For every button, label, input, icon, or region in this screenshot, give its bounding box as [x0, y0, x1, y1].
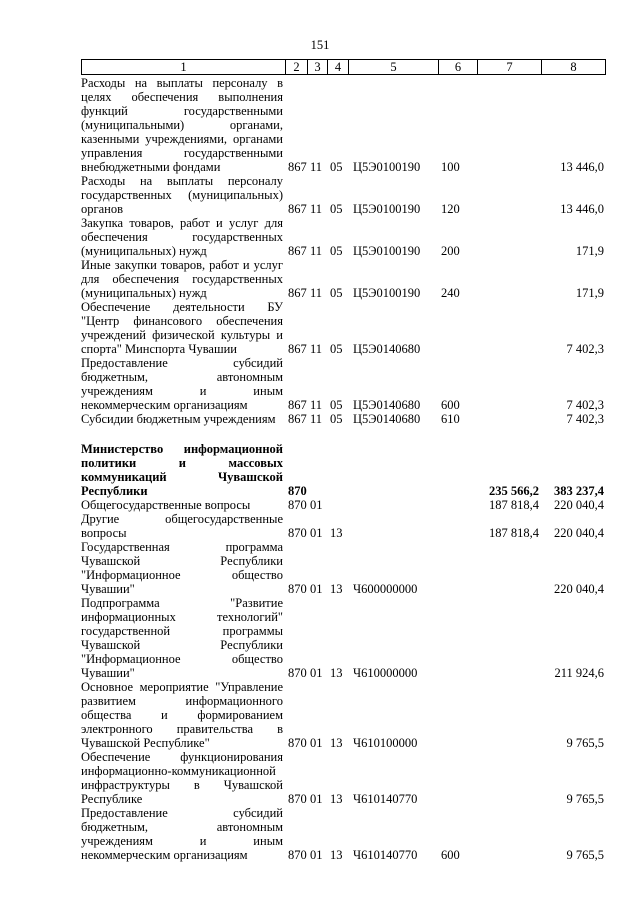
row-target-article: Ч610100000 [353, 736, 418, 750]
table-row [81, 596, 606, 680]
header-col-8: 8 [570, 60, 577, 74]
row-target-article: Ц5Э0140680 [353, 398, 421, 412]
row-section: 01 [310, 498, 323, 512]
row-amount-col8: 383 237,4 [554, 484, 604, 498]
row-subsection: 13 [330, 736, 343, 750]
row-subsection: 13 [330, 526, 343, 540]
row-code: 870 [288, 736, 307, 750]
row-name: Обеспечение деятельности БУ "Центр финансового обеспечения учреждений физической культуры и спорта" Минспорта Чувашии [81, 300, 283, 356]
table-row [81, 258, 606, 300]
row-amount-col8: 7 402,3 [566, 412, 604, 426]
header-col-2: 2 [286, 60, 308, 74]
row-target-article: Ц5Э0100190 [353, 244, 421, 258]
row-expense-type: 240 [441, 286, 460, 300]
row-amount-col8: 171,9 [575, 244, 604, 258]
row-code: 867 [288, 286, 307, 300]
row-amount-col8: 7 402,3 [566, 342, 604, 356]
table-row [81, 750, 606, 806]
row-amount-col8: 7 402,3 [566, 398, 604, 412]
row-code: 870 [288, 484, 307, 498]
table-row [81, 356, 606, 412]
row-amount-col7: 187 818,4 [489, 526, 539, 540]
row-subsection: 13 [330, 848, 343, 862]
row-code: 870 [288, 526, 307, 540]
row-code: 870 [288, 792, 307, 806]
row-subsection: 05 [330, 398, 343, 412]
row-section: 01 [310, 848, 323, 862]
table-row [81, 806, 606, 862]
row-name: Подпрограмма "Развитие информационных технологий" государственной программы Чувашской Республики "Информационное общество Чувашии" [81, 596, 283, 680]
row-amount-col8: 9 765,5 [566, 736, 604, 750]
row-expense-type: 120 [441, 202, 460, 216]
row-name: Министерство информационной политики и массовых коммуникаций Чувашской Республики [81, 442, 283, 498]
row-section: 11 [310, 244, 323, 258]
row-subsection: 13 [330, 666, 343, 680]
row-name: Закупка товаров, работ и услуг для обеспечения государственных (муниципальных) нужд [81, 216, 283, 258]
row-subsection: 13 [330, 792, 343, 806]
row-section: 11 [310, 202, 323, 216]
row-name: Предоставление субсидий бюджетным, автономным учреждениям и иным некоммерческим организациям [81, 356, 283, 412]
row-section: 11 [310, 342, 323, 356]
row-amount-col8: 220 040,4 [554, 582, 604, 596]
row-amount-col8: 220 040,4 [554, 498, 604, 512]
row-subsection: 05 [330, 286, 343, 300]
row-code: 870 [288, 498, 307, 512]
table-row [81, 216, 606, 258]
header-col-3: 3 [308, 60, 328, 74]
page-number: 151 [310, 38, 330, 52]
row-amount-col8: 211 924,6 [554, 666, 604, 680]
row-spacer [81, 426, 606, 442]
row-code: 867 [288, 244, 307, 258]
table-row [81, 76, 606, 174]
row-amount-col8: 9 765,5 [566, 792, 604, 806]
row-target-article: Ц5Э0140680 [353, 412, 421, 426]
row-section: 11 [310, 398, 323, 412]
row-name: Расходы на выплаты персоналу государственных (муниципальных) органов [81, 174, 283, 216]
row-target-article: Ц5Э0100190 [353, 160, 421, 174]
row-name: Иные закупки товаров, работ и услуг для обеспечения государственных (муниципальных) нужд [81, 258, 283, 300]
row-target-article: Ч610000000 [353, 666, 418, 680]
row-subsection: 05 [330, 412, 343, 426]
table-row [81, 540, 606, 596]
row-target-article: Ч610140770 [353, 848, 418, 862]
row-name: Расходы на выплаты персоналу в целях обеспечения выполнения функций государственными (муниципальными) органами, казенными учреждениями, органами управления государственными внебюджетными фондами [81, 76, 283, 174]
row-name: Основное мероприятие "Управление развитием информационного общества и формированием электронного правительства в Чувашской Республике" [81, 680, 283, 750]
row-section: 01 [310, 666, 323, 680]
row-expense-type: 100 [441, 160, 460, 174]
header-col-1: 1 [82, 60, 286, 74]
row-name: Субсидии бюджетным учреждениям [81, 412, 276, 426]
row-code: 870 [288, 848, 307, 862]
row-amount-col8: 13 446,0 [560, 160, 604, 174]
row-amount-col8: 13 446,0 [560, 202, 604, 216]
row-section: 01 [310, 582, 323, 596]
row-code: 867 [288, 398, 307, 412]
row-subsection: 05 [330, 160, 343, 174]
row-code: 867 [288, 202, 307, 216]
row-subsection: 05 [330, 202, 343, 216]
table-row [81, 412, 606, 426]
row-code: 867 [288, 160, 307, 174]
header-col-4: 4 [328, 60, 349, 74]
row-section: 01 [310, 792, 323, 806]
row-expense-type: 600 [441, 848, 460, 862]
table-row [81, 512, 606, 540]
row-target-article: Ц5Э0100190 [353, 286, 421, 300]
row-name: Общегосударственные вопросы [81, 498, 251, 512]
row-target-article: Ц5Э0140680 [353, 342, 421, 356]
row-expense-type: 200 [441, 244, 460, 258]
header-col-6: 6 [439, 60, 478, 74]
row-code: 867 [288, 412, 307, 426]
row-expense-type: 600 [441, 398, 460, 412]
row-amount-col7: 187 818,4 [489, 498, 539, 512]
table-row [81, 680, 606, 750]
row-code: 870 [288, 666, 307, 680]
row-expense-type: 610 [441, 412, 460, 426]
row-code: 867 [288, 342, 307, 356]
table-header [81, 59, 606, 75]
row-amount-col7: 235 566,2 [489, 484, 539, 498]
row-target-article: Ц5Э0100190 [353, 202, 421, 216]
table-row [81, 498, 606, 512]
row-amount-col8: 220 040,4 [554, 526, 604, 540]
row-amount-col8: 9 765,5 [566, 848, 604, 862]
row-section: 01 [310, 526, 323, 540]
table-row [81, 300, 606, 356]
table-row [81, 442, 606, 498]
row-name: Обеспечение функционирования информационно-коммуникационной инфраструктуры в Чувашской Республике [81, 750, 283, 806]
row-subsection: 13 [330, 582, 343, 596]
header-col-5: 5 [349, 60, 439, 74]
header-col-7: 7 [478, 60, 542, 74]
row-name: Государственная программа Чувашской Республики "Информационное общество Чувашии" [81, 540, 283, 596]
row-section: 01 [310, 736, 323, 750]
row-section: 11 [310, 412, 323, 426]
row-amount-col8: 171,9 [575, 286, 604, 300]
row-subsection: 05 [330, 244, 343, 258]
row-target-article: Ч610140770 [353, 792, 418, 806]
row-code: 870 [288, 582, 307, 596]
row-subsection: 05 [330, 342, 343, 356]
table-body [81, 76, 606, 862]
row-name: Другие общегосударственные вопросы [81, 512, 283, 540]
table-row [81, 174, 606, 216]
row-name: Предоставление субсидий бюджетным, автономным учреждениям и иным некоммерческим организациям [81, 806, 283, 862]
row-target-article: Ч600000000 [353, 582, 418, 596]
row-section: 11 [310, 160, 323, 174]
row-section: 11 [310, 286, 323, 300]
